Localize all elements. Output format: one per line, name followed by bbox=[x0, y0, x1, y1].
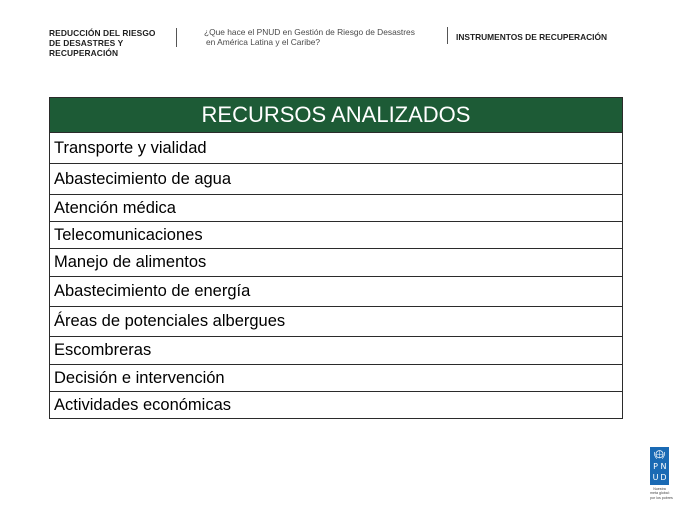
table-row bbox=[50, 195, 623, 222]
table-row bbox=[50, 392, 623, 419]
undp-letters bbox=[652, 461, 668, 483]
table-row bbox=[50, 365, 623, 392]
undp-tagline-line: Nuestra bbox=[653, 487, 666, 491]
undp-logo-box bbox=[650, 447, 669, 485]
table-header-row bbox=[50, 98, 623, 133]
header-middle-line: ¿Que hace el PNUD en Gestión de Riesgo de Desastres bbox=[204, 27, 415, 37]
header-middle-text bbox=[204, 27, 434, 47]
header-left-line: DE DESASTRES Y bbox=[49, 38, 124, 48]
header-left-title bbox=[49, 28, 174, 58]
resources-table bbox=[49, 97, 623, 419]
table-cell: Áreas de potenciales albergues bbox=[50, 307, 623, 337]
table-cell: Escombreras bbox=[50, 337, 623, 365]
undp-tagline-line: meta global: bbox=[650, 491, 670, 496]
table-cell: Telecomunicaciones bbox=[50, 222, 623, 249]
table-cell: Decisión e intervención bbox=[50, 365, 623, 392]
undp-tagline bbox=[650, 487, 673, 500]
table-row bbox=[50, 164, 623, 195]
table-cell: Atención médica bbox=[50, 195, 623, 222]
table-row bbox=[50, 249, 623, 277]
undp-tagline-line: por los pobres bbox=[650, 495, 673, 500]
table-cell: Manejo de alimentos bbox=[50, 249, 623, 277]
undp-letter: D bbox=[660, 473, 667, 482]
header-divider-right bbox=[447, 27, 448, 44]
header-divider-left bbox=[176, 28, 177, 47]
table-row bbox=[50, 222, 623, 249]
undp-letter: U bbox=[652, 473, 659, 482]
table-cell: Abastecimiento de agua bbox=[50, 164, 623, 195]
header-right-title: INSTRUMENTOS DE RECUPERACIÓN bbox=[456, 32, 608, 42]
undp-letter: N bbox=[660, 462, 667, 471]
table-cell: Transporte y vialidad bbox=[50, 133, 623, 164]
table-row bbox=[50, 307, 623, 337]
table-heading: RECURSOS ANALIZADOS bbox=[50, 98, 623, 133]
undp-letter: P bbox=[653, 462, 658, 471]
table-row bbox=[50, 337, 623, 365]
table-row bbox=[50, 277, 623, 307]
header-left-line: REDUCCIÓN DEL RIESGO bbox=[49, 28, 156, 38]
header-left-line: RECUPERACIÓN bbox=[49, 48, 119, 58]
table-cell: Actividades económicas bbox=[50, 392, 623, 419]
un-emblem-icon bbox=[653, 449, 666, 460]
table-cell: Abastecimiento de energía bbox=[50, 277, 623, 307]
undp-logo bbox=[650, 447, 673, 500]
header-middle-line: en América Latina y el Caribe? bbox=[206, 37, 321, 47]
table-row bbox=[50, 133, 623, 164]
